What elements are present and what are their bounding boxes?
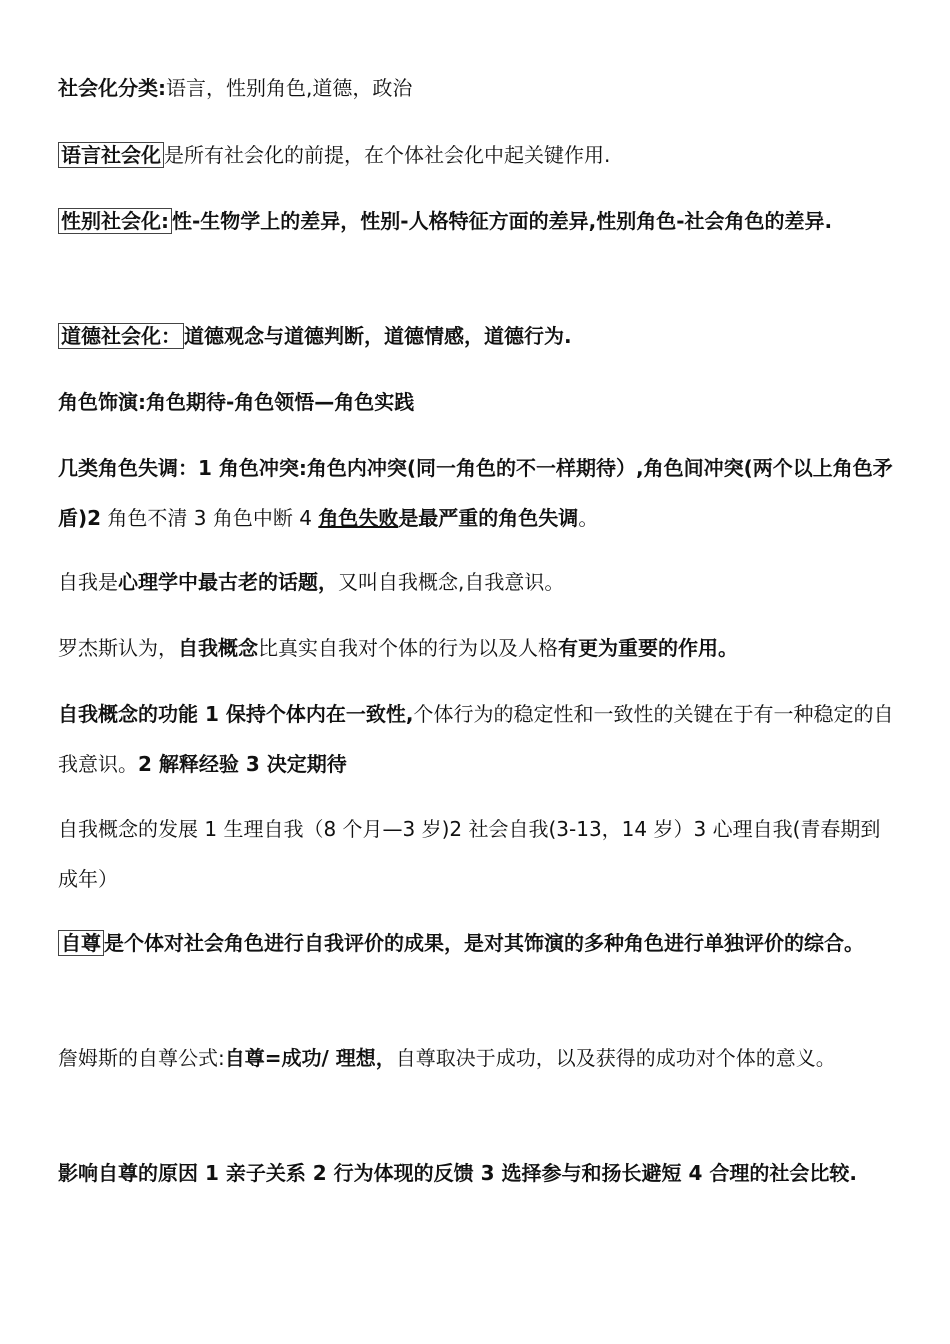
paragraph-rogers: 罗杰斯认为，自我概念比真实自我对个体的行为以及人格有更为重要的作用。	[58, 636, 738, 660]
paragraph-self-esteem-factors: 影响自尊的原因 1 亲子关系 2 行为体现的反馈 3 选择参与和扬长避短 4 合理的社会比较.	[58, 1161, 857, 1185]
paragraph-role-maladjustment: 几类角色失调：1 角色冲突:角色内冲突(同一角色的不一样期待）,角色间冲突(两个以上角色矛盾)2 角色不清 3 角色中断 4 角色失败是最严重的角色失调。	[58, 456, 893, 530]
heading-socialization-types: 社会化分类:	[58, 76, 166, 100]
boxed-term-moral-socialization: 道德社会化：	[58, 323, 184, 349]
paragraph-self-concept-function: 自我概念的功能 1 保持个体内在一致性,个体行为的稳定性和一致性的关键在于有一种稳定的自我意识。2 解释经验 3 决定期待	[58, 702, 894, 776]
paragraph-moral-socialization: 道德社会化： 道德观念与道德判断，道德情感，道德行为.	[58, 311, 894, 361]
boxed-term-self-esteem: 自尊	[58, 930, 104, 956]
paragraph-self: 自我是心理学中最古老的话题，又叫自我概念,自我意识。	[58, 570, 565, 594]
paragraph-socialization-types: 社会化分类:语言，性别角色,道德，政治	[58, 76, 413, 100]
boxed-term-gender-socialization: 性别社会化:	[58, 208, 172, 234]
paragraph-gender-socialization: 性别社会化: 性-生物学上的差异，性别-人格特征方面的差异,性别角色-社会角色的差异.	[58, 196, 894, 246]
paragraph-james-formula: 詹姆斯的自尊公式:自尊=成功/ 理想，自尊取决于成功，以及获得的成功对个体的意义。	[58, 1046, 836, 1070]
paragraph-language-socialization: 语言社会化 是所有社会化的前提，在个体社会化中起关键作用.	[58, 130, 894, 180]
boxed-term-language-socialization: 语言社会化	[58, 142, 164, 168]
paragraph-role-playing: 角色饰演:角色期待-角色领悟—角色实践	[58, 390, 415, 414]
paragraph-self-esteem: 自尊 是个体对社会角色进行自我评价的成果，是对其饰演的多种角色进行单独评价的综合。	[58, 918, 894, 968]
underlined-term-role-failure: 角色失败	[318, 506, 399, 530]
paragraph-self-concept-development: 自我概念的发展 1 生理自我（8 个月—3 岁)2 社会自我(3-13，14 岁）3 心理自我(青春期到成年）	[58, 817, 881, 891]
